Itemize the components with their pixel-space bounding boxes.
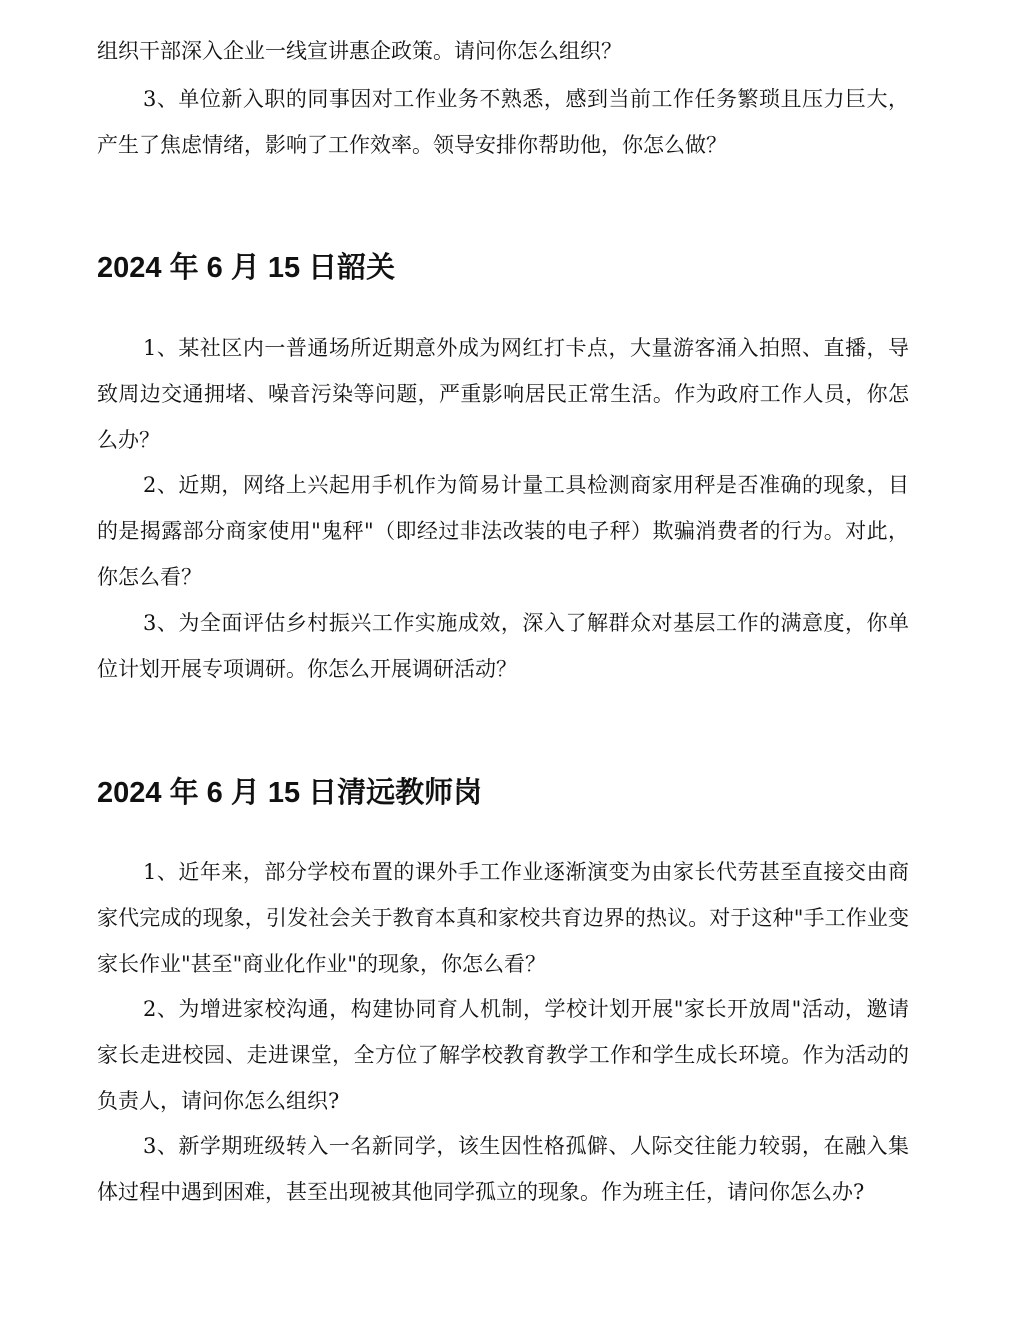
section-heading-qingyuan-teacher: 2024 年 6 月 15 日清远教师岗	[97, 777, 483, 809]
shaoguan-question-3: 3、为全面评估乡村振兴工作实施成效，深入了解群众对基层工作的满意度，你单位计划开展专项调研。你怎么开展调研活动？	[97, 611, 909, 681]
shaoguan-question-2: 2、近期，网络上兴起用手机作为简易计量工具检测商家用秤是否准确的现象，目的是揭露部分商家使用"鬼秤"（即经过非法改装的电子秤）欺骗消费者的行为。对此，你怎么看？	[97, 473, 909, 589]
qingyuan-question-1: 1、近年来，部分学校布置的课外手工作业逐渐演变为由家长代劳甚至直接交由商家代完成的现象，引发社会关于教育本真和家校共育边界的热议。对于这种"手工作业变家长作业"甚至"商业化作业"的现象，你怎么看？	[97, 860, 909, 976]
shaoguan-question-1: 1、某社区内一普通场所近期意外成为网红打卡点，大量游客涌入拍照、直播，导致周边交通拥堵、噪音污染等问题，严重影响居民正常生活。作为政府工作人员，你怎么办？	[97, 336, 909, 452]
previous-question-3: 3、单位新入职的同事因对工作业务不熟悉，感到当前工作任务繁琐且压力巨大，产生了焦虑情绪，影响了工作效率。领导安排你帮助他，你怎么做？	[97, 87, 909, 157]
qingyuan-question-2: 2、为增进家校沟通，构建协同育人机制，学校计划开展"家长开放周"活动，邀请家长走进校园、走进课堂，全方位了解学校教育教学工作和学生成长环境。作为活动的负责人，请问你怎么组织?	[97, 997, 909, 1113]
continued-paragraph-tail: 组织干部深入企业一线宣讲惠企政策。请问你怎么组织？	[97, 39, 622, 63]
section-heading-shaoguan: 2024 年 6 月 15 日韶关	[97, 252, 396, 284]
qingyuan-question-3: 3、新学期班级转入一名新同学，该生因性格孤僻、人际交往能力较弱，在融入集体过程中遇到困难，甚至出现被其他同学孤立的现象。作为班主任，请问你怎么办?	[97, 1134, 909, 1204]
